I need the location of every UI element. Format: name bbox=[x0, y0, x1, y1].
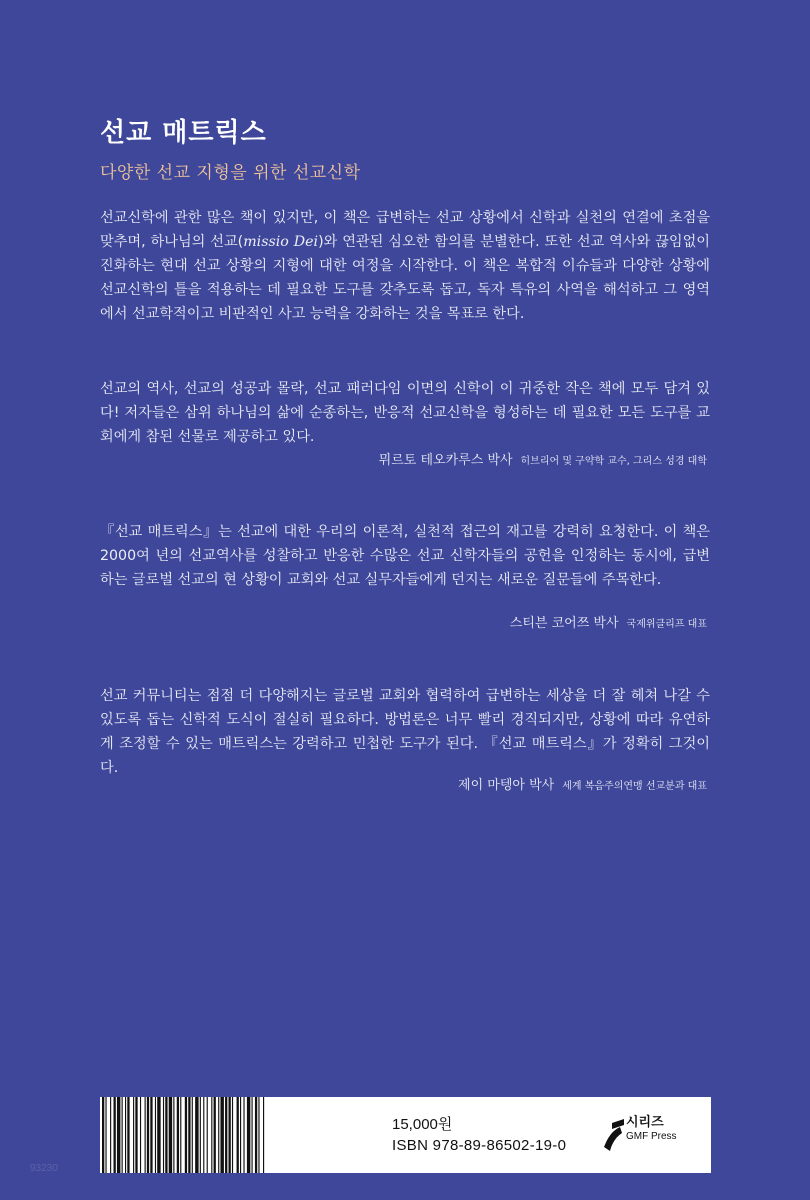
book-title: 선교 매트릭스 bbox=[100, 118, 267, 148]
endorsement-1-attribution bbox=[379, 449, 707, 468]
barcode-bar bbox=[165, 1097, 167, 1173]
barcode-bar bbox=[122, 1097, 123, 1173]
barcode-bar bbox=[255, 1097, 257, 1173]
barcode bbox=[100, 1097, 358, 1173]
barcode-bar bbox=[214, 1097, 216, 1173]
barcode-bar bbox=[243, 1097, 244, 1173]
barcode-bar bbox=[169, 1097, 172, 1173]
barcode-bar bbox=[125, 1097, 126, 1173]
endorsement-3-text: 선교 커뮤니티는 점점 더 다양해지는 글로벌 교회와 협력하여 급변하는 세상을 더 잘 헤쳐 나갈 수 있도록 돕는 신학적 도식이 절실히 필요하다. 방법론은 너무 빨리 경직되지만, 상황에 따라 유연하게 조정할 수 있는 매트릭스는 강력하고 민첩한 도구가 된다. 『선교 매트릭스』가 정확히 그것이다. bbox=[100, 688, 710, 776]
endorsement-3-attribution bbox=[458, 774, 707, 793]
endorsement-1-text: 선교의 역사, 선교의 성공과 몰락, 선교 패러다임 이면의 신학이 이 귀중한 작은 책에 모두 담겨 있다! 저자들은 삼위 하나님의 삶에 순종하는, 반응적 선교신학을 형성하는 데 필요한 모든 도구를 교회에게 참된 선물로 제공하고 있다. bbox=[100, 381, 710, 445]
barcode-bar bbox=[252, 1097, 253, 1173]
barcode-bar bbox=[229, 1097, 231, 1173]
endorsement-2-text: 『선교 매트릭스』는 선교에 대한 우리의 이론적, 실천적 접근의 재고를 강력히 요청한다. 이 책은 2000여 년의 선교역사를 성찰하고 반응한 수많은 선교 신학자들의 공헌을 인정하는 동시에, 급변하는 글로벌 선교의 현 상황이 교회와 선교 실무자들에게 던지는 새로운 질문들에 주목한다. bbox=[100, 524, 710, 588]
barcode-bar bbox=[114, 1097, 116, 1173]
barcode-bar bbox=[211, 1097, 212, 1173]
barcode-bar bbox=[240, 1097, 241, 1173]
barcode-bar bbox=[185, 1097, 187, 1173]
endorsement-1-name: 뮈르토 테오카루스 박사 bbox=[378, 453, 513, 468]
barcode-bar bbox=[147, 1097, 149, 1173]
barcode-bar bbox=[127, 1097, 129, 1173]
catalog-stamp: 93230 bbox=[30, 1163, 58, 1174]
barcode-bar bbox=[258, 1097, 259, 1173]
book-subtitle: 다양한 선교 지형을 위한 선교신학 bbox=[100, 163, 361, 183]
barcode-bar bbox=[200, 1097, 201, 1173]
description-text-1: 선교신학에 관한 많은 책이 있지만, 이 책은 급변하는 선교 상황에서 신학과 실천의 연결에 초점을 맞추며, 하나님의 선교( bbox=[100, 210, 710, 250]
barcode-bar bbox=[207, 1097, 208, 1173]
barcode-bar bbox=[237, 1097, 239, 1173]
barcode-bar bbox=[135, 1097, 137, 1173]
barcode-bar bbox=[188, 1097, 190, 1173]
barcode-bar bbox=[195, 1097, 198, 1173]
barcode-bar bbox=[263, 1097, 264, 1173]
barcode-bar bbox=[180, 1097, 181, 1173]
barcode-bar bbox=[232, 1097, 233, 1173]
publisher-series: 시리즈 bbox=[626, 1115, 664, 1130]
isbn-label: ISBN 978-89-86502-19-0 bbox=[392, 1137, 567, 1154]
barcode-bar bbox=[177, 1097, 179, 1173]
endorsement-2-attribution bbox=[510, 612, 707, 631]
barcode-bar bbox=[140, 1097, 141, 1173]
barcode-bar bbox=[105, 1097, 106, 1173]
barcode-bar bbox=[110, 1097, 111, 1173]
price-label: 15,000원 bbox=[392, 1116, 453, 1133]
publisher-press: GMF Press bbox=[626, 1131, 677, 1142]
endorsement-3-role: 세계 복음주의연맹 선교분과 대표 bbox=[562, 781, 707, 792]
barcode-bar bbox=[117, 1097, 120, 1173]
barcode-bar bbox=[192, 1097, 193, 1173]
barcode-bar bbox=[145, 1097, 146, 1173]
endorsement-1-role: 히브리어 및 구약학 교수, 그리스 성경 대학 bbox=[520, 456, 707, 467]
barcode-bar bbox=[163, 1097, 164, 1173]
endorsement-2-role: 국제위클리프 대표 bbox=[626, 619, 707, 630]
barcode-bar bbox=[173, 1097, 174, 1173]
description-italic-term: missio Dei bbox=[243, 234, 319, 250]
barcode-bar bbox=[247, 1097, 250, 1173]
description-text-2: )와 연관된 심오한 함의를 분별한다. 또한 선교 역사와 끊임없이 진화하는 현대 선교 상황의 지형에 대한 여정을 시작한다. 이 책은 복합적 이슈들과 다양한 상황에 선교신학의 틀을 적용하는 데 필요한 도구를 갖추도록 돕고, 독자 특유의 사역을 해석하고 그 영역에서 선교학적이고 비판적인 사고 능력을 강화하는 것을 목표로 한다. bbox=[100, 234, 711, 322]
barcode-bar bbox=[218, 1097, 219, 1173]
endorsement-3-name: 제이 마텡아 박사 bbox=[458, 778, 555, 793]
barcode-bar bbox=[157, 1097, 160, 1173]
barcode-panel bbox=[100, 1097, 711, 1173]
book-description bbox=[100, 206, 710, 326]
barcode-bar bbox=[133, 1097, 134, 1173]
barcode-bar bbox=[150, 1097, 152, 1173]
barcode-bar bbox=[102, 1097, 104, 1173]
endorsement-2-name: 스티븐 코어쯔 박사 bbox=[509, 616, 619, 631]
barcode-bar bbox=[225, 1097, 227, 1173]
barcode-bar bbox=[155, 1097, 156, 1173]
barcode-bar bbox=[203, 1097, 204, 1173]
barcode-bar bbox=[220, 1097, 223, 1173]
